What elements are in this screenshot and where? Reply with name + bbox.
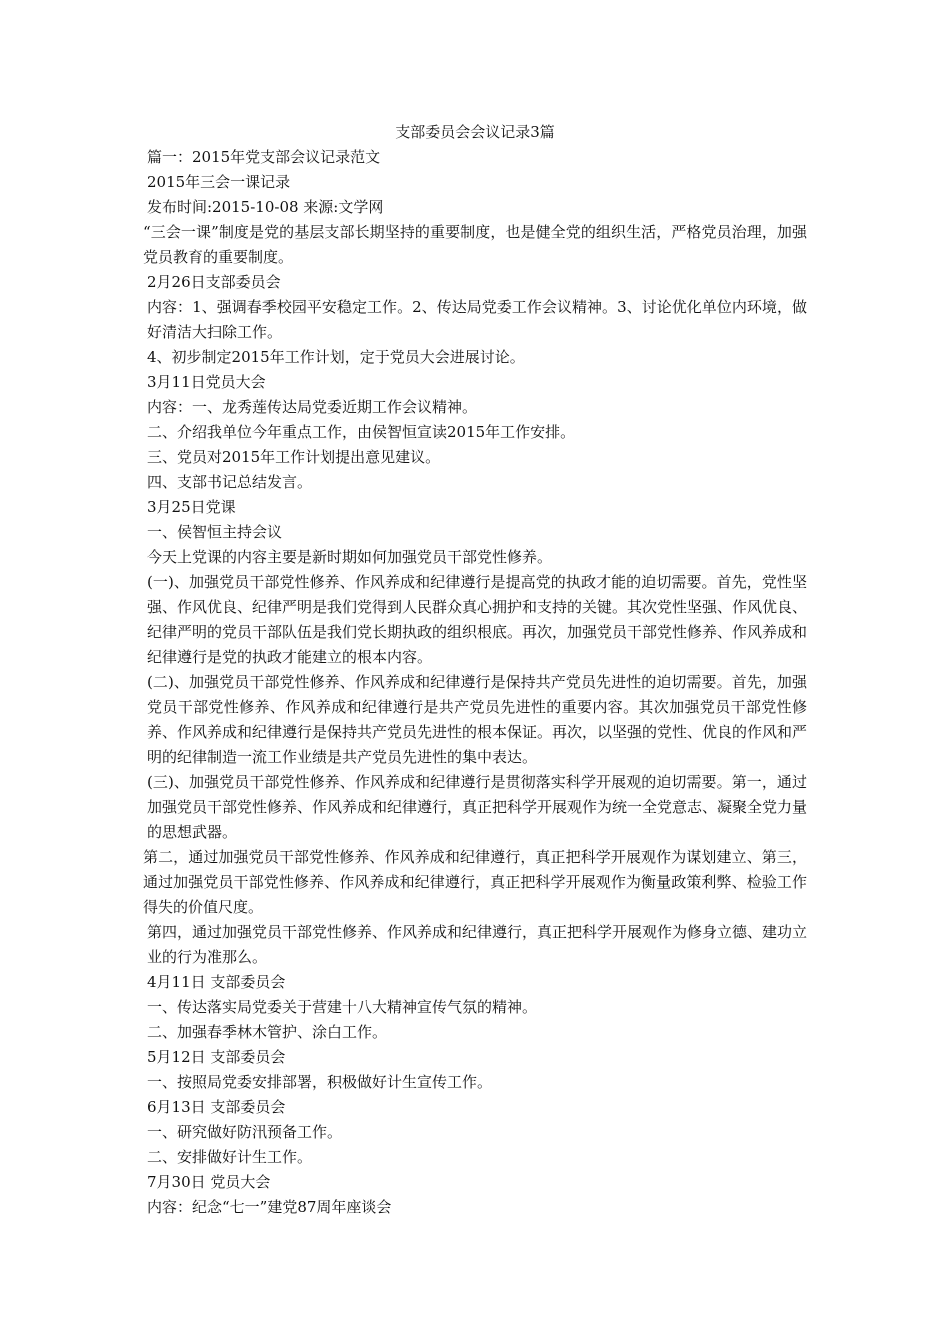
paragraph: 一、按照局党委安排部署，积极做好计生宣传工作。	[147, 1073, 493, 1091]
paragraph: 第二，通过加强党员干部党性修养、作风养成和纪律遵行，真正把科学开展观作为谋划建立、第三，通过加强党员干部党性修养、作风养成和纪律遵行，真正把科学开展观作为衡量政策利弊、检验工作得失的价值尺度。	[143, 848, 807, 916]
paragraph: 二、安排做好计生工作。	[147, 1148, 313, 1166]
paragraph: 今天上党课的内容主要是新时期如何加强党员干部党性修养。	[147, 548, 553, 566]
paragraph: 二、加强春季林木管护、涂白工作。	[147, 1023, 388, 1041]
paragraph: 二、介绍我单位今年重点工作，由侯智恒宣读2015年工作安排。	[147, 423, 576, 441]
paragraph: 7月30日 党员大会	[147, 1173, 271, 1191]
paragraph: (二)、加强党员干部党性修养、作风养成和纪律遵行是保持共产党员先进性的迫切需要。首先，加强党员干部党性修养、作风养成和纪律遵行是共产党员先进性的重要内容。其次加强党员干部党性修养、作风养成和纪律遵行是保持共产党员先进性的根本保证。再次，以坚强的党性、优良的作风和严明的纪律制造一流工作业绩是共产党员先进性的集中表达。	[147, 673, 808, 766]
paragraph: 第四，通过加强党员干部党性修养、作风养成和纪律遵行，真正把科学开展观作为修身立德、建功立业的行为准那么。	[147, 923, 808, 966]
paragraph: 内容：一、龙秀莲传达局党委近期工作会议精神。	[147, 398, 478, 416]
paragraph: 6月13日 支部委员会	[147, 1098, 286, 1116]
paragraph: 一、传达落实局党委关于营建十八大精神宣传气氛的精神。	[147, 998, 538, 1016]
paragraph: 三、党员对2015年工作计划提出意见建议。	[147, 448, 441, 466]
paragraph: 3月11日党员大会	[147, 373, 266, 391]
paragraph: “三会一课”制度是党的基层支部长期坚持的重要制度，也是健全党的组织生活，严格党员治理，加强党员教育的重要制度。	[143, 223, 807, 266]
document-title: 支部委员会会议记录3篇	[395, 123, 555, 141]
paragraph: 四、支部书记总结发言。	[147, 473, 313, 491]
paragraph: 内容：纪念“七一”建党87周年座谈会	[147, 1198, 392, 1216]
paragraph: 一、侯智恒主持会议	[147, 523, 283, 541]
paragraph: 内容：1、强调春季校园平安稳定工作。2、传达局党委工作会议精神。3、讨论优化单位内环境，做好清洁大扫除工作。	[147, 298, 807, 341]
paragraph: (三)、加强党员干部党性修养、作风养成和纪律遵行是贯彻落实科学开展观的迫切需要。第一，通过加强党员干部党性修养、作风养成和纪律遵行，真正把科学开展观作为统一全党意志、凝聚全党力量的思想武器。	[147, 773, 808, 841]
paragraph: 2月26日支部委员会	[147, 273, 281, 291]
document-page	[143, 120, 807, 1220]
paragraph: 篇一：2015年党支部会议记录范文	[147, 148, 381, 166]
paragraph: 3月25日党课	[147, 498, 236, 516]
paragraph: 5月12日 支部委员会	[147, 1048, 286, 1066]
paragraph: 4、初步制定2015年工作计划，定于党员大会进展讨论。	[147, 348, 525, 366]
paragraph: 4月11日 支部委员会	[147, 973, 286, 991]
document-body	[143, 145, 807, 1220]
paragraph: (一)、加强党员干部党性修养、作风养成和纪律遵行是提高党的执政才能的迫切需要。首先，党性坚强、作风优良、纪律严明是我们党得到人民群众真心拥护和支持的关键。其次党性坚强、作风优良、纪律严明的党员干部队伍是我们党长期执政的组织根底。再次，加强党员干部党性修养、作风养成和纪律遵行是党的执政才能建立的根本内容。	[147, 573, 808, 666]
paragraph: 一、研究做好防汛预备工作。	[147, 1123, 343, 1141]
paragraph: 2015年三会一课记录	[147, 173, 291, 191]
paragraph: 发布时间:2015-10-08 来源:文学网	[147, 198, 384, 216]
